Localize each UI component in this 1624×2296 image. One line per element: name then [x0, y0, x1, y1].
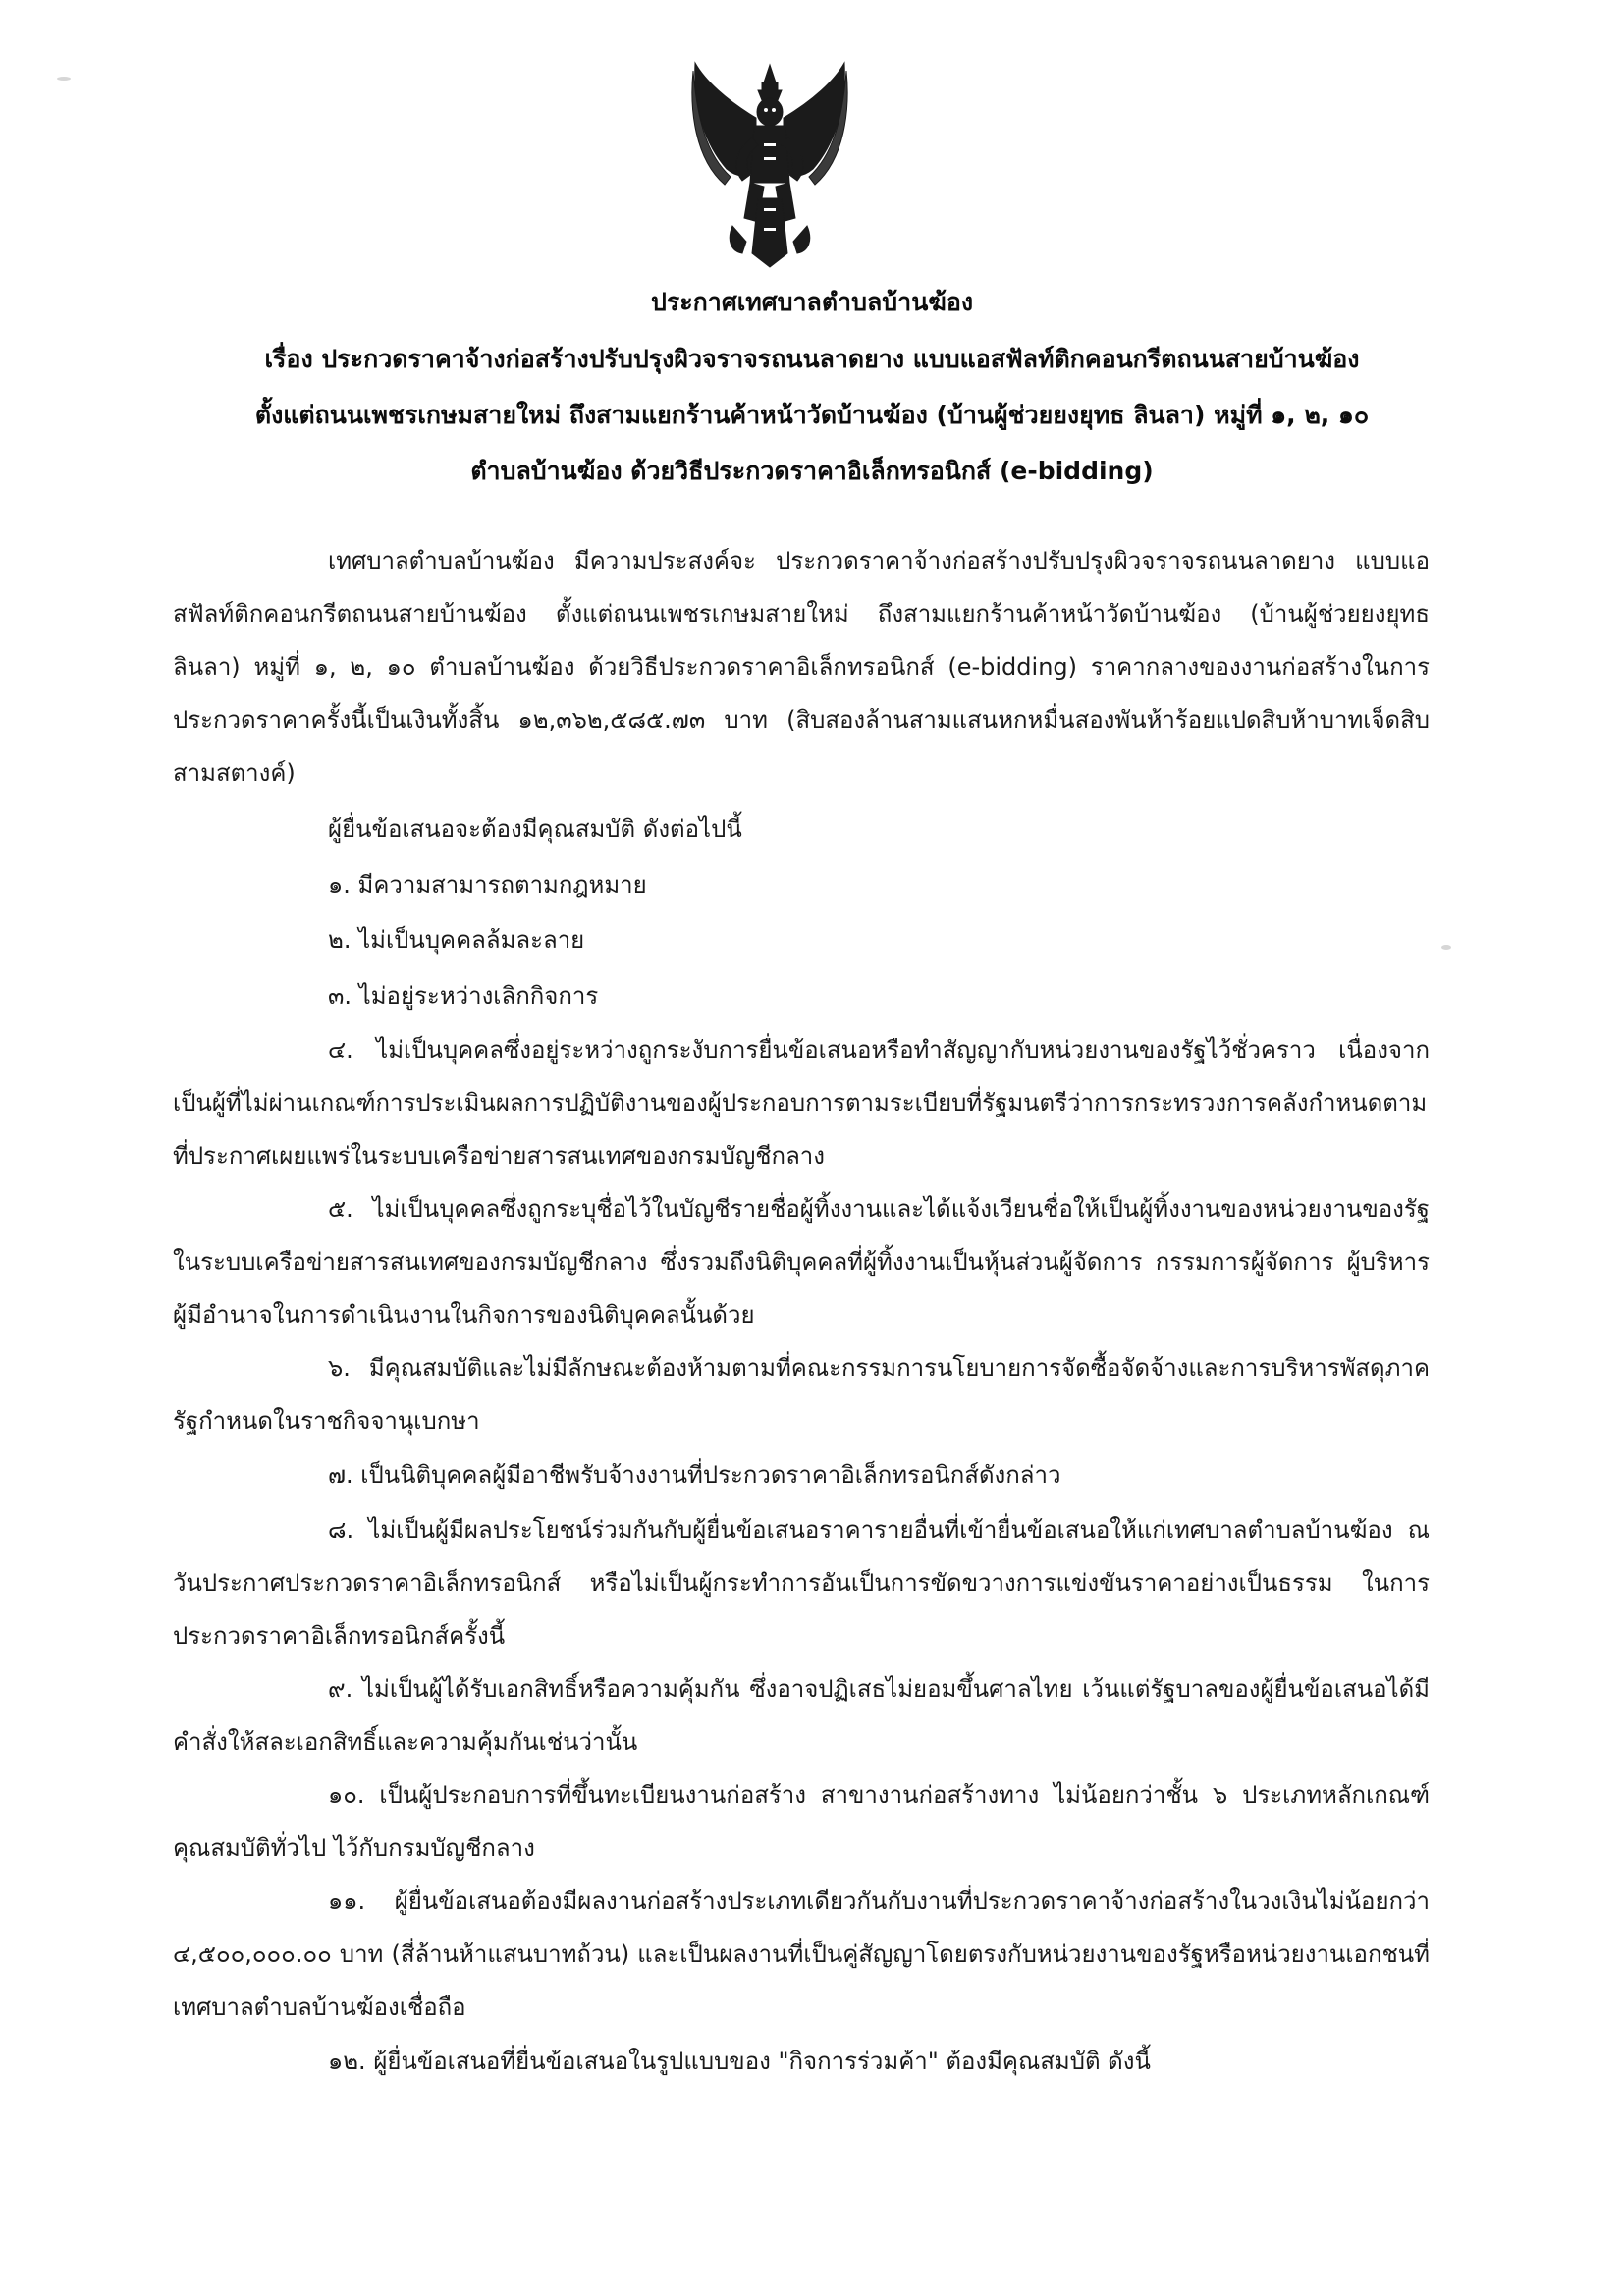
qualification-item: ๗. เป็นนิติบุคคลผู้มีอาชีพรับจ้างงานที่ประกวดราคาอิเล็กทรอนิกส์ดังกล่าว: [328, 1461, 1061, 1489]
intro-paragraph: เทศบาลตำบลบ้านฆ้อง มีความประสงค์จะ ประกวดราคาจ้างก่อสร้างปรับปรุงผิวจราจรถนนลาดยาง แบบแอสฟัลท์ติกคอนกรีตถนนสายบ้านฆ้อง ตั้งแต่ถนนเพชรเกษมสายใหม่ ถึงสามแยกร้านค้าหน้าวัดบ้านฆ้อง (บ้านผู้ช่วยยงยุทธ ลินลา) หมู่ที่ ๑, ๒, ๑๐ ตำบลบ้านฆ้อง ด้วยวิธีประกวดราคาอิเล็กทรอนิกส์ (e-bidding) ราคากลางของงานก่อสร้างในการประกวดราคาครั้งนี้เป็นเงินทั้งสิ้น ๑๒,๓๖๒,๕๘๕.๗๓ บาท (สิบสองล้านสามแสนหกหมื่นสองพันห้าร้อยแปดสิบห้าบาทเจ็ดสิบสามสตางค์): [173, 547, 1430, 787]
announcement-title: ประกาศเทศบาลตำบลบ้านฆ้อง: [650, 288, 974, 316]
qualifications-lead: ผู้ยื่นข้อเสนอจะต้องมีคุณสมบัติ ดังต่อไปนี้: [328, 815, 742, 843]
qualification-item: ๑๐. เป็นผู้ประกอบการที่ขึ้นทะเบียนงานก่อสร้าง สาขางานก่อสร้างทาง ไม่น้อยกว่าชั้น ๖ ประเภทหลักเกณฑ์คุณสมบัติทั่วไป ไว้กับกรมบัญชีกลาง: [173, 1780, 1430, 1862]
subject-line-1: เรื่อง ประกวดราคาจ้างก่อสร้างปรับปรุงผิวจราจรถนนลาดยาง แบบแอสฟัลท์ติกคอนกรีตถนนสายบ้านฆ้อง: [264, 345, 1360, 373]
qualification-item: ๑. มีความสามารถตามกฎหมาย: [328, 870, 647, 899]
scan-speck: [57, 77, 71, 81]
subject-line-2: ตั้งแต่ถนนเพชรเกษมสายใหม่ ถึงสามแยกร้านค้าหน้าวัดบ้านฆ้อง (บ้านผู้ช่วยยงยุทธ ลินลา) หมู่ที่ ๑, ๒, ๑๐: [254, 401, 1370, 429]
qualification-item: ๒. ไม่เป็นบุคคลล้มละลาย: [328, 926, 585, 954]
qualification-item: ๓. ไม่อยู่ระหว่างเลิกกิจการ: [328, 981, 599, 1010]
announcement-body: [173, 534, 1430, 2089]
qualification-item: ๔. ไม่เป็นบุคคลซึ่งอยู่ระหว่างถูกระงับการยื่นข้อเสนอหรือทำสัญญากับหน่วยงานของรัฐไว้ชั่วคราว เนื่องจากเป็นผู้ที่ไม่ผ่านเกณฑ์การประเมินผลการปฏิบัติงานของผู้ประกอบการตามระเบียบที่รัฐมนตรีว่าการกระทรวงการคลังกำหนดตามที่ประกาศเผยแพร่ในระบบเครือข่ายสารสนเทศของกรมบัญชีกลาง: [173, 1036, 1430, 1170]
qualification-item: ๑๑. ผู้ยื่นข้อเสนอต้องมีผลงานก่อสร้างประเภทเดียวกันกับงานที่ประกวดราคาจ้างก่อสร้างในวงเงินไม่น้อยกว่า ๔,๕๐๐,๐๐๐.๐๐ บาท (สี่ล้านห้าแสนบาทถ้วน) และเป็นผลงานที่เป็นคู่สัญญาโดยตรงกับหน่วยงานของรัฐหรือหน่วยงานเอกชนที่เทศบาลตำบลบ้านฆ้องเชื่อถือ: [173, 1886, 1430, 2021]
garuda-emblem-icon: [687, 61, 852, 277]
qualification-item: ๘. ไม่เป็นผู้มีผลประโยชน์ร่วมกันกับผู้ยื่นข้อเสนอราคารายอื่นที่เข้ายื่นข้อเสนอให้แก่เทศบาลตำบลบ้านฆ้อง ณ วันประกาศประกวดราคาอิเล็กทรอนิกส์ หรือไม่เป็นผู้กระทำการอันเป็นการขัดขวางการแข่งขันราคาอย่างเป็นธรรม ในการประกวดราคาอิเล็กทรอนิกส์ครั้งนี้: [173, 1515, 1430, 1650]
qualification-item: ๑๒. ผู้ยื่นข้อเสนอที่ยื่นข้อเสนอในรูปแบบของ "กิจการร่วมค้า" ต้องมีคุณสมบัติ ดังนี้: [328, 2047, 1151, 2075]
qualification-item: ๖. มีคุณสมบัติและไม่มีลักษณะต้องห้ามตามที่คณะกรรมการนโยบายการจัดซื้อจัดจ้างและการบริหารพัสดุภาครัฐกำหนดในราชกิจจานุเบกษา: [173, 1354, 1430, 1435]
qualification-item: ๕. ไม่เป็นบุคคลซึ่งถูกระบุชื่อไว้ในบัญชีรายชื่อผู้ทิ้งงานและได้แจ้งเวียนชื่อให้เป็นผู้ทิ้งงานของหน่วยงานของรัฐในระบบเครือข่ายสารสนเทศของกรมบัญชีกลาง ซึ่งรวมถึงนิติบุคคลที่ผู้ทิ้งงานเป็นหุ้นส่วนผู้จัดการ กรรมการผู้จัดการ ผู้บริหาร ผู้มีอำนาจในการดำเนินงานในกิจการของนิติบุคคลนั้นด้วย: [173, 1195, 1430, 1329]
qualification-item: ๙. ไม่เป็นผู้ได้รับเอกสิทธิ์หรือความคุ้มกัน ซึ่งอาจปฏิเสธไม่ยอมขึ้นศาลไทย เว้นแต่รัฐบาลของผู้ยื่นข้อเสนอได้มีคำสั่งให้สละเอกสิทธิ์และความคุ้มกันเช่นว่านั้น: [173, 1674, 1430, 1756]
subject-line-3: ตำบลบ้านฆ้อง ด้วยวิธีประกวดราคาอิเล็กทรอนิกส์ (e-bidding): [470, 457, 1154, 485]
scan-speck: [1441, 945, 1451, 950]
